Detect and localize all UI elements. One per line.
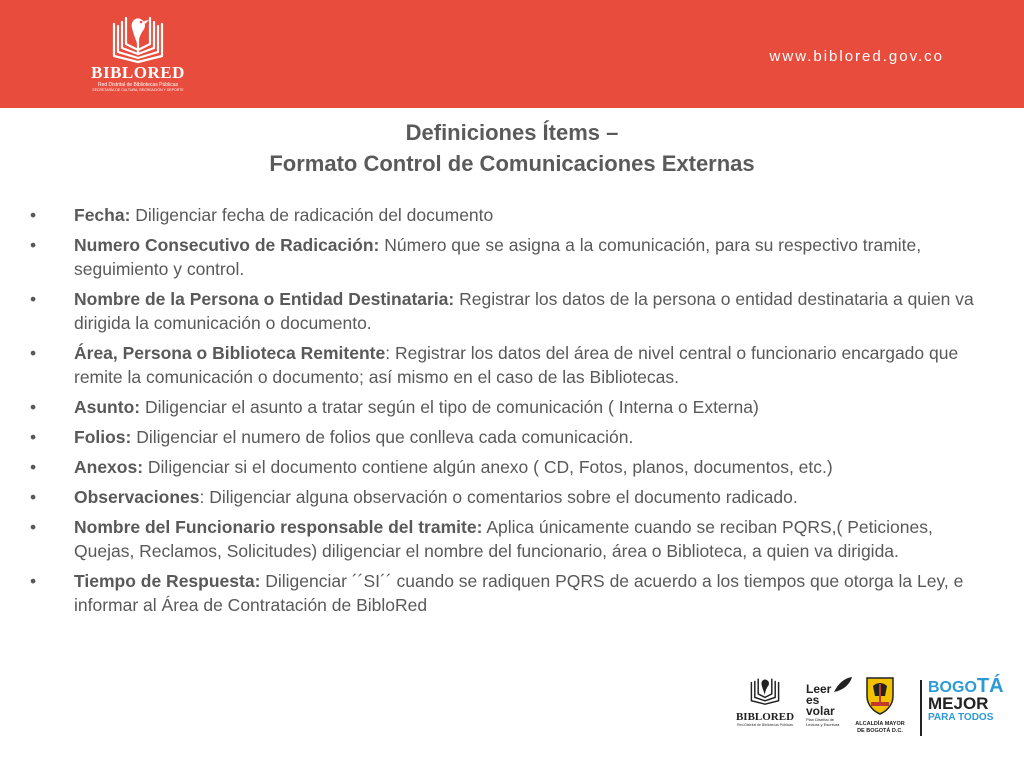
bullet-icon: • [30, 517, 37, 537]
leer-sub-1: Plan Distrital de [806, 717, 835, 722]
list-item [30, 395, 980, 419]
item-text: : Diligenciar alguna observación o comentarios sobre el documento radicado. [199, 487, 798, 507]
list-item [30, 287, 980, 335]
footer-biblored-logo[interactable] [730, 674, 800, 727]
page-title [0, 117, 1024, 179]
logo-subtitle-secondary: SECRETARÍA DE CULTURA, RECREACIÓN Y DEPORTE [92, 88, 184, 92]
bullet-icon: • [30, 571, 37, 591]
footer-biblored-subtitle: Red Distrital de Bibliotecas Públicas [736, 723, 794, 727]
leer-line-2: es [806, 693, 820, 707]
bullet-icon: • [30, 235, 37, 255]
item-text: : Registrar los datos del área de nivel central o funcionario encargado que remite la comunicación o documento; así mismo en el caso de las Bibliotecas. [74, 343, 959, 387]
item-term: Nombre de la Persona o Entidad Destinataria: [74, 289, 455, 309]
item-text: Diligenciar el asunto a tratar según el tipo de comunicación ( Interna o Externa) [140, 397, 759, 417]
leer-line-1: Leer [806, 682, 832, 696]
logo-subtitle: Red Distrital de Bibliotecas Públicas [97, 82, 179, 88]
bullet-icon: • [30, 427, 37, 447]
list-item [30, 455, 980, 479]
alcaldia-line-2: DE BOGOTÁ D.C. [857, 728, 903, 734]
bogota-mejor: MEJOR [928, 694, 989, 713]
alcaldia-line-1: ALCALDÍA MAYOR [855, 721, 905, 727]
list-item [30, 233, 980, 281]
item-text: Registrar los datos de la persona o entidad destinataria a quien va dirigida la comunicación o documento. [74, 289, 974, 333]
list-item [30, 425, 980, 449]
item-term: Numero Consecutivo de Radicación: [74, 235, 380, 255]
item-term: Fecha: [74, 205, 131, 225]
bogota-suffix: TÁ [976, 675, 1004, 697]
book-bird-icon [108, 10, 168, 64]
item-text: Diligenciar fecha de radicación del documento [130, 205, 494, 225]
item-text: Diligenciar si el documento contiene algún anexo ( CD, Fotos, planos, documentos, etc.) [143, 457, 833, 477]
list-item [30, 569, 980, 617]
list-item [30, 341, 980, 389]
item-term: Folios: [74, 427, 132, 447]
title-line-2: Formato Control de Comunicaciones Externas [269, 151, 755, 176]
definitions-list [30, 203, 980, 617]
bullet-icon: • [30, 289, 37, 309]
book-bird-icon [748, 674, 782, 706]
footer-logos [730, 674, 1010, 742]
item-term: Tiempo de Respuesta: [74, 571, 261, 591]
list-item [30, 485, 980, 509]
footer-biblored-name: BIBLORED [735, 711, 795, 723]
coat-of-arms-icon [863, 674, 897, 716]
footer-divider [920, 680, 922, 736]
list-item [30, 203, 980, 227]
bullet-icon: • [30, 397, 37, 417]
bogota-para-todos: PARA TODOS [928, 712, 994, 723]
leer-sub-2: Lectura y Escritura [806, 722, 840, 727]
leer-line-3: volar [806, 704, 835, 718]
bullet-icon: • [30, 343, 37, 363]
bogota-prefix: BOGO [928, 679, 977, 696]
bogota-mejor-para-todos-logo[interactable] [928, 675, 1012, 724]
title-line-1: Definiciones Ítems – [405, 120, 619, 145]
biblored-logo[interactable] [82, 10, 194, 102]
item-term: Área, Persona o Biblioteca Remitente [74, 343, 386, 363]
item-text: Diligenciar ´´SI´´ cuando se radiquen PQRS de acuerdo a los tiempos que otorga la Ley, e informar al Área de Contratación de BibloRed [74, 571, 964, 615]
bullet-icon: • [30, 487, 37, 507]
definitions-list-container [30, 203, 980, 623]
logo-name: BIBLORED [91, 63, 185, 82]
bullet-icon: • [30, 457, 37, 477]
alcaldia-logo[interactable] [848, 674, 912, 735]
item-text: Aplica únicamente cuando se reciban PQRS,( Peticiones, Quejas, Reclamos, Solicitudes) diligenciar el nombre del funcionario, área o Biblioteca, a quien va dirigida. [74, 517, 933, 561]
item-term: Asunto: [74, 397, 141, 417]
list-item [30, 515, 980, 563]
item-term: Observaciones [74, 487, 200, 507]
item-text: Número que se asigna a la comunicación, para su respectivo tramite, seguimiento y control. [74, 235, 922, 279]
item-text: Diligenciar el numero de folios que conlleva cada comunicación. [131, 427, 634, 447]
website-url[interactable]: www.biblored.gov.co [769, 48, 944, 65]
bullet-icon: • [30, 205, 37, 225]
header-banner [0, 0, 1024, 108]
item-term: Nombre del Funcionario responsable del tramite: [74, 517, 483, 537]
item-term: Anexos: [74, 457, 144, 477]
